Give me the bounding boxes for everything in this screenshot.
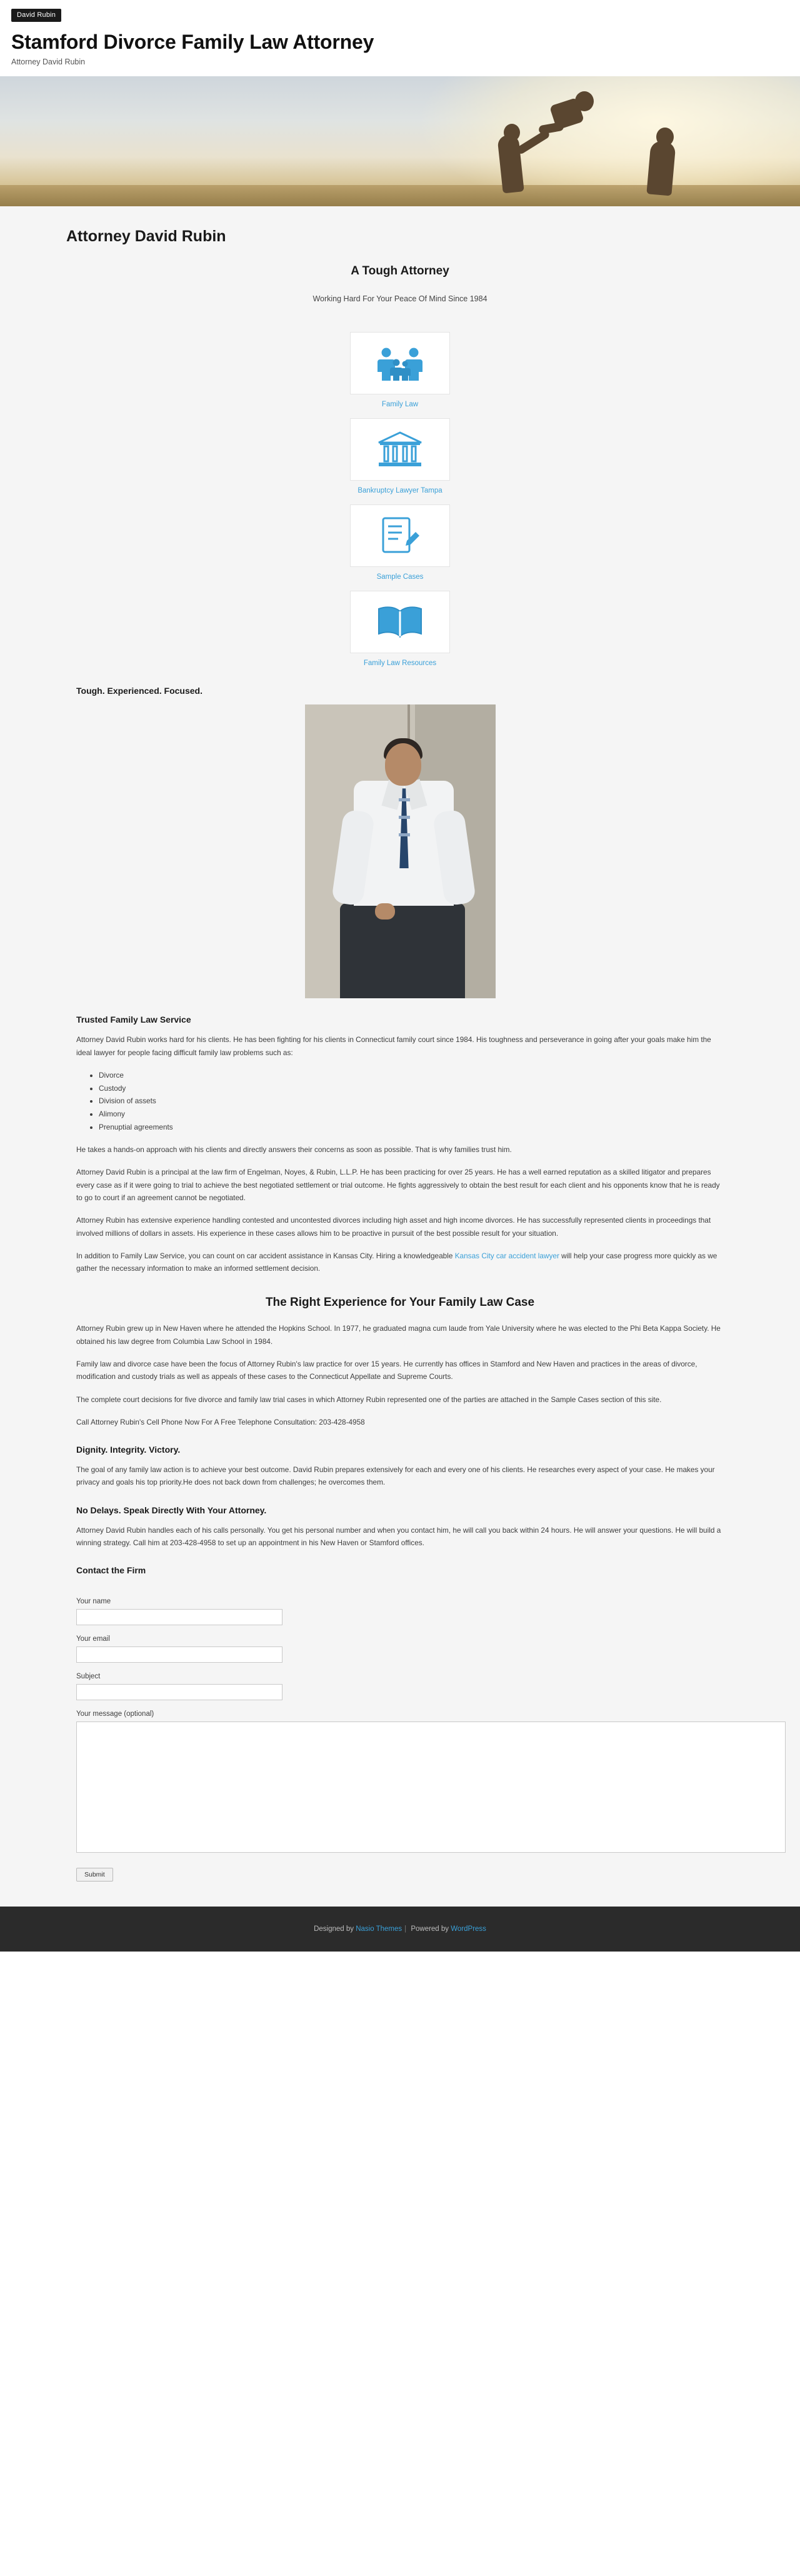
service-tile-caption[interactable]: Bankruptcy Lawyer Tampa <box>358 487 442 495</box>
paragraph-trusted-2: He takes a hands-on approach with his clients and directly answers their concerns as soon as possible. That is why families trust him. <box>76 1145 512 1155</box>
courthouse-icon <box>350 418 450 481</box>
submit-button[interactable]: Submit <box>76 1868 113 1882</box>
service-tiles <box>31 332 769 668</box>
page-headline: A Tough Attorney <box>351 264 449 278</box>
paragraph-trusted-4: Attorney Rubin has extensive experience handling contested and uncontested divorces including high asset and high income divorces. He has successfully represented clients in proceedings that involved millions of dollars in assets. His experience in these cases allows him to be proactive in pursuit of the best possible result for your situation. <box>76 1216 711 1238</box>
message-field[interactable] <box>76 1722 786 1853</box>
family-icon <box>350 332 450 394</box>
name-field[interactable] <box>76 1609 282 1625</box>
heading-no-delays: No Delays. Speak Directly With Your Attorney. <box>76 1505 267 1515</box>
heading-right-experience: The Right Experience for Your Family Law Case <box>265 1296 535 1310</box>
email-field[interactable] <box>76 1646 282 1663</box>
service-tile-sample-cases[interactable] <box>319 504 481 582</box>
subject-field-label: Subject <box>76 1673 101 1681</box>
service-tile-caption[interactable]: Family Law Resources <box>363 659 437 668</box>
portrait-necktie-stripe <box>399 833 410 836</box>
site-logo[interactable]: David Rubin <box>11 9 61 22</box>
content-container <box>31 206 769 1882</box>
portrait-trousers <box>340 903 465 998</box>
portrait-face <box>385 743 421 786</box>
paragraph-dignity: The goal of any family law action is to achieve your best outcome. David Rubin prepares extensively for each and every one of his clients. He researches every aspect of your case. He makes your privacy and goals his top priority.He does not back down from challenges; he overcomes them. <box>76 1465 715 1487</box>
paragraph-right-3: The complete court decisions for five divorce and family law trial cases in which Attorney Rubin represented one of the parties are attached in the Sample Cases section of this site. <box>76 1395 662 1404</box>
page-body <box>0 206 800 1907</box>
site-tagline: Attorney David Rubin <box>11 58 86 66</box>
hero-figure-child-head <box>575 91 594 111</box>
paragraph-trusted-5 <box>76 1250 724 1275</box>
heading-trusted-family-law-service: Trusted Family Law Service <box>76 1015 191 1025</box>
contact-form <box>31 1584 769 1882</box>
attorney-portrait-image <box>305 704 496 998</box>
paragraph-right-2: Family law and divorce case have been the focus of Attorney Rubin's law practice for over 15 years. He currently has offices in Stamford and New Haven and practices in the areas of divorce, modification and custody trials as well as appeals of these cases to the Connecticut Appellate and Supreme Courts. <box>76 1359 698 1381</box>
paragraph-no-delays: Attorney David Rubin handles each of his calls personally. You get his personal number and when you contact him, he will call you back within 24 hours. He will answer your questions. He will build a winning strategy. Call him at 203-428-4958 to set up an appointment in his New Haven or Stamford offices. <box>76 1525 721 1547</box>
list-item: • Alimony <box>99 1108 724 1121</box>
heading-tough-experienced-focused: Tough. Experienced. Focused. <box>76 686 202 696</box>
heading-contact-the-firm: Contact the Firm <box>76 1565 146 1576</box>
site-header <box>0 22 800 76</box>
footer-theme-link[interactable]: Nasio Themes <box>356 1925 402 1933</box>
footer-powered-by-text: Powered by <box>409 1925 451 1933</box>
service-tile-bankruptcy-lawyer-tampa[interactable] <box>319 418 481 496</box>
portrait-hands <box>375 903 395 920</box>
service-tile-family-law[interactable] <box>319 332 481 409</box>
main-content <box>31 686 769 1575</box>
page-subheadline: Working Hard For Your Peace Of Mind Since 1984 <box>312 294 488 303</box>
hero-banner-image <box>0 76 800 206</box>
footer-platform-link[interactable]: WordPress <box>451 1925 486 1933</box>
kansas-city-car-accident-lawyer-link[interactable]: Kansas City car accident lawyer <box>454 1251 559 1260</box>
name-field-label: Your name <box>76 1598 111 1606</box>
hero-ground <box>0 185 800 206</box>
service-tile-caption[interactable]: Family Law <box>381 401 419 408</box>
site-title: Stamford Divorce Family Law Attorney <box>11 31 374 53</box>
document-pencil-icon <box>350 504 450 567</box>
attorney-portrait-wrapper <box>76 704 724 998</box>
logo-bar <box>0 0 800 22</box>
service-tile-caption[interactable]: Sample Cases <box>376 573 424 581</box>
open-book-icon <box>350 591 450 653</box>
paragraph-trusted-1: Attorney David Rubin works hard for his clients. He has been fighting for his clients in Connecticut family court since 1984. His toughness and perseverance in going after your goals make him the ideal lawyer for people facing difficult family law problems such as: <box>76 1035 711 1057</box>
footer-separator: | <box>404 1925 407 1933</box>
footer-designed-by-text: Designed by <box>314 1925 356 1933</box>
paragraph-right-4-phone: Call Attorney Rubin's Cell Phone Now For A Free Telephone Consultation: 203-428-4958 <box>76 1417 365 1426</box>
portrait-necktie-stripe <box>399 816 410 819</box>
page-title: Attorney David Rubin <box>66 228 226 245</box>
practice-areas-list <box>76 1069 724 1133</box>
hero-figure-adult-two-head <box>656 128 674 146</box>
heading-dignity-integrity-victory: Dignity. Integrity. Victory. <box>76 1445 181 1455</box>
paragraph-right-1: Attorney Rubin grew up in New Haven where he attended the Hopkins School. In 1977, he graduated magna cum laude from Yale University where he was elected to the Phi Beta Kappa Society. He obtained his law degree from Columbia Law School in 1984. <box>76 1324 721 1346</box>
list-item: • Division of assets <box>99 1095 724 1108</box>
paragraph-trusted-3: Attorney David Rubin is a principal at the law firm of Engelman, Noyes, & Rubin, L.L.P. He has been practicing for over 25 years. He has a well earned reputation as a skilled litigator and prepares every case as if it were going to trial to achieve the best negotiated settlement or trial outcome. He fights aggressively to obtain the best result for each client and his opponents know that he is ready to go to court if an agreement cannot be negotiated. <box>76 1168 720 1202</box>
hero-figure-adult-two <box>646 140 676 196</box>
service-tile-family-law-resources[interactable] <box>319 591 481 668</box>
list-item: • Divorce <box>99 1069 724 1082</box>
portrait-necktie-stripe <box>399 798 410 801</box>
email-field-label: Your email <box>76 1635 110 1643</box>
paragraph-trusted-5-tail: will help your case progress more quickly as we gather the necessary information to make an informed settlement decision. <box>76 1251 718 1273</box>
site-footer <box>0 1907 800 1952</box>
message-field-label: Your message (optional) <box>76 1710 154 1718</box>
hero-figure-adult-head <box>504 124 520 141</box>
list-item: • Prenuptial agreements <box>99 1121 724 1134</box>
list-item: • Custody <box>99 1082 724 1095</box>
paragraph-trusted-5-lead: In addition to Family Law Service, you can count on car accident assistance in Kansas City. Hiring a knowledgeable <box>76 1251 455 1260</box>
subject-field[interactable] <box>76 1684 282 1700</box>
